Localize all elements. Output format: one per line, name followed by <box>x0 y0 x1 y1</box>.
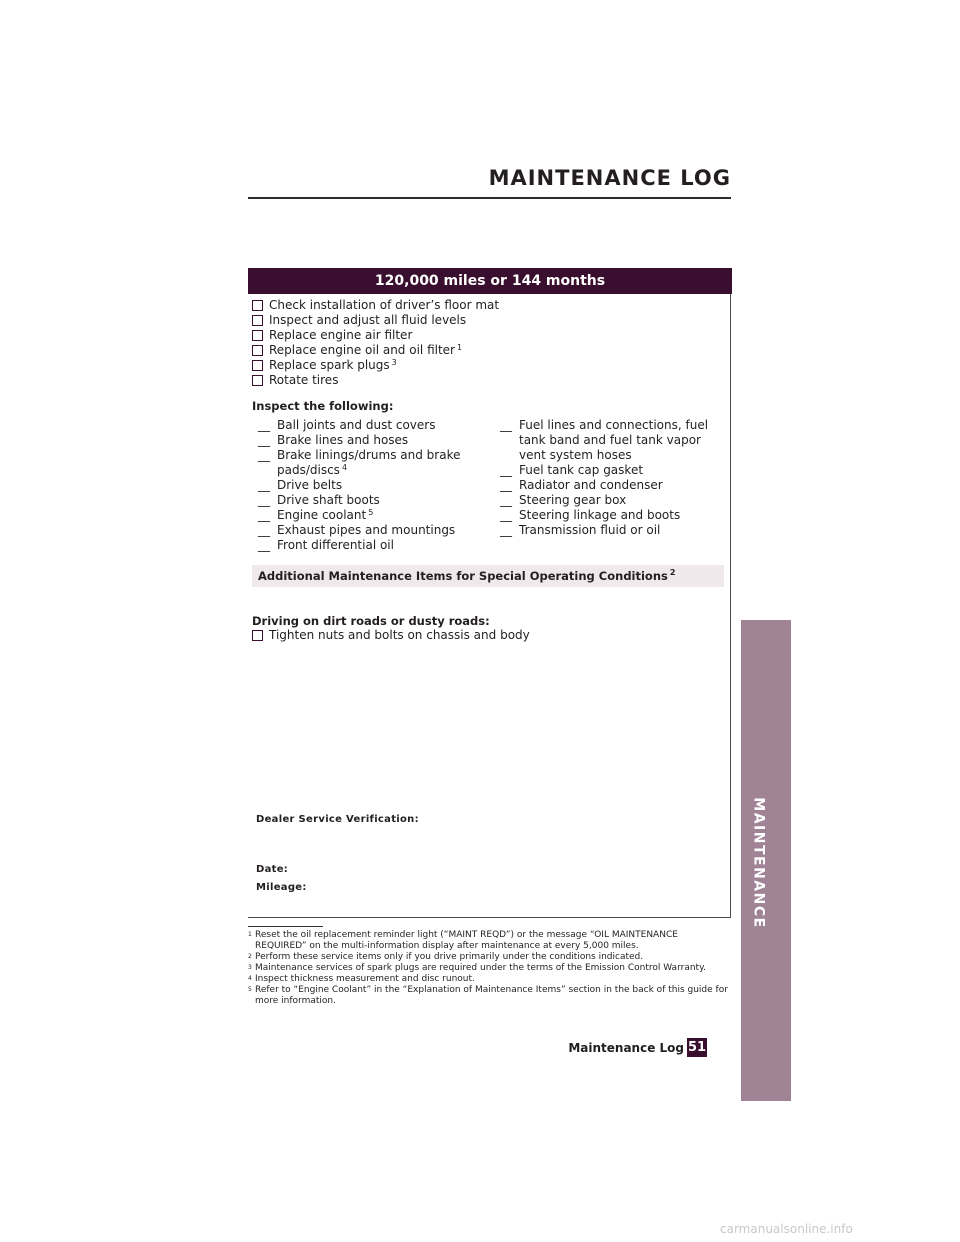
inspect-item: __ Engine coolant $^5$ <box>258 508 374 522</box>
inspect-item: __ Transmission fluid or oil <box>500 523 661 537</box>
inspect-item: __ Brake linings/drums and brake pads/discs $^4$ <box>258 448 461 477</box>
inspect-item: __ Exhaust pipes and mountings <box>258 523 456 537</box>
checkbox-icon[interactable] <box>252 330 263 341</box>
blank-line: __ <box>258 478 270 492</box>
inspect-item: __ Drive shaft boots <box>258 493 380 507</box>
schedule-box <box>248 268 731 918</box>
footnote: 2 Perform these service items only if you drive primarily under the conditions indicated. <box>248 952 644 962</box>
inspect-list-left <box>258 418 483 553</box>
blank-line: __ <box>500 463 512 477</box>
special-conditions-heading: Additional Maintenance Items for Special Operating Conditions $^2$ <box>252 565 724 587</box>
footnote: 3 Maintenance services of spark plugs are required under the terms of the Emission Control Warranty. <box>248 963 706 973</box>
inspect-item: __ Drive belts <box>258 478 343 492</box>
checkbox-icon[interactable] <box>252 315 263 326</box>
blank-line: __ <box>258 448 270 462</box>
blank-line: __ <box>500 493 512 507</box>
blank-line: __ <box>500 508 512 522</box>
blank-line: __ <box>258 418 270 432</box>
blank-line: __ <box>500 418 512 432</box>
footnote: 1 Reset the oil replacement reminder light (“MAINT REQD”) or the message “OIL MAINTENANCE REQUIRED” on the multi-information display after maintenance at every 5,000 miles. <box>248 930 678 951</box>
inspect-list-right <box>500 418 730 538</box>
blank-line: __ <box>258 538 270 552</box>
footnote: 4 Inspect thickness measurement and disc runout. <box>248 974 475 984</box>
page-title: MAINTENANCE LOG <box>488 166 731 190</box>
mileage-label: Mileage: <box>256 882 307 893</box>
checklist-item[interactable]: Replace engine air filter <box>252 328 501 343</box>
page-number: 51 <box>687 1040 707 1055</box>
checklist-item[interactable]: Inspect and adjust all fluid levels <box>252 313 501 328</box>
inspect-item: __ Fuel tank cap gasket <box>500 463 644 477</box>
checkbox-icon[interactable] <box>252 300 263 311</box>
blank-line: __ <box>258 508 270 522</box>
checklist-item[interactable]: Tighten nuts and bolts on chassis and body <box>252 628 530 643</box>
checklist-item[interactable]: Rotate tires <box>252 373 501 388</box>
watermark: carmanualsonline.info <box>720 1222 853 1236</box>
footnote: 5 Refer to “Engine Coolant” in the “Explanation of Maintenance Items” section in the back of this guide for more information. <box>248 985 728 1006</box>
checkbox-icon[interactable] <box>252 375 263 386</box>
footer-section-label: Maintenance Log <box>568 1041 684 1055</box>
checklist-item[interactable]: Replace engine oil and oil filter $^1$ <box>252 343 501 358</box>
date-label: Date: <box>256 864 289 875</box>
section-tab-label: MAINTENANCE <box>751 796 768 929</box>
checkbox-icon[interactable] <box>252 345 263 356</box>
checklist-item[interactable]: Replace spark plugs $^3$ <box>252 358 501 373</box>
blank-line: __ <box>258 523 270 537</box>
inspect-heading: Inspect the following: <box>252 399 394 413</box>
footnotes <box>248 930 728 1007</box>
inspect-item: __ Steering gear box <box>500 493 627 507</box>
inspect-item: __ Fuel lines and connections, fuel tank band and fuel tank vapor vent system hoses <box>500 418 709 462</box>
dirt-roads-list <box>252 628 530 643</box>
footnote-divider <box>248 926 323 927</box>
inspect-item: __ Ball joints and dust covers <box>258 418 436 432</box>
schedule-title: 120,000 miles or 144 months <box>248 268 732 294</box>
checkbox-icon[interactable] <box>252 360 263 371</box>
dealer-verification-label: Dealer Service Verification: <box>256 814 419 825</box>
checkbox-icon[interactable] <box>252 630 263 641</box>
dirt-roads-heading: Driving on dirt roads or dusty roads: <box>252 614 490 628</box>
checklist <box>252 298 501 388</box>
inspect-item: __ Front differential oil <box>258 538 394 552</box>
inspect-item: __ Brake lines and hoses <box>258 433 409 447</box>
inspect-item: __ Radiator and condenser <box>500 478 663 492</box>
inspect-item: __ Steering linkage and boots <box>500 508 681 522</box>
blank-line: __ <box>500 478 512 492</box>
checklist-item[interactable]: Check installation of driver’s floor mat <box>252 298 501 313</box>
blank-line: __ <box>258 433 270 447</box>
blank-line: __ <box>500 523 512 537</box>
blank-line: __ <box>258 493 270 507</box>
title-divider <box>248 197 731 199</box>
